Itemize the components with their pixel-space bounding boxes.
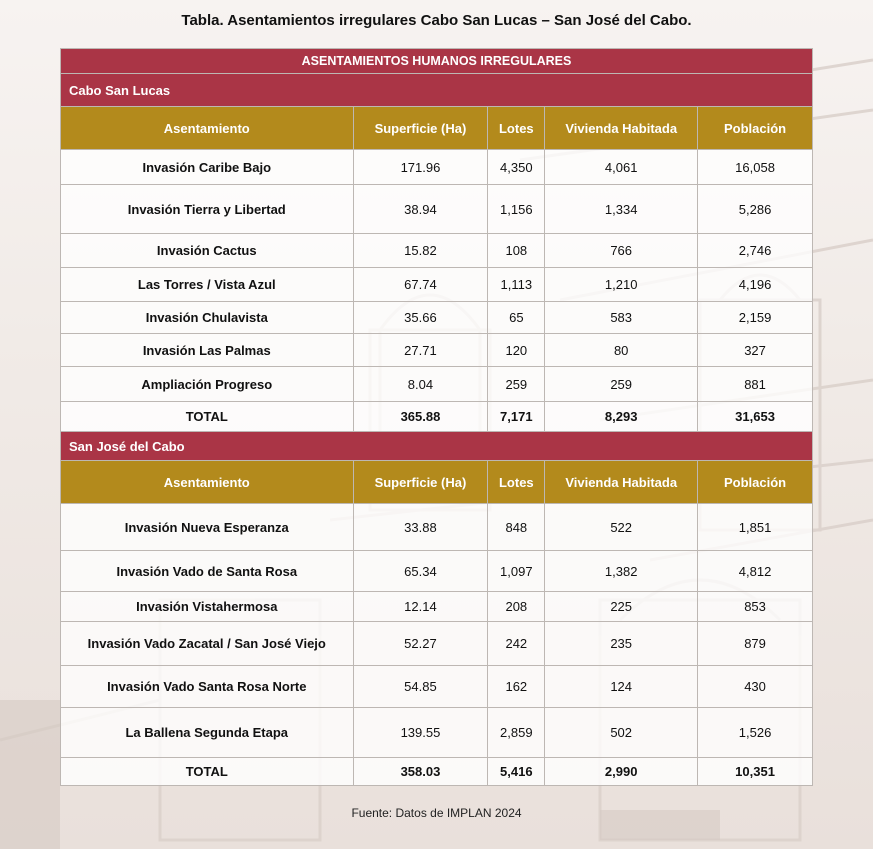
cell-vivienda: 1,382 — [545, 551, 698, 592]
source-note: Fuente: Datos de IMPLAN 2024 — [351, 806, 522, 820]
cell-poblacion: 2,746 — [698, 234, 813, 268]
total-label: TOTAL — [61, 758, 354, 786]
cell-poblacion: 1,851 — [698, 504, 813, 551]
cell-superficie: 8.04 — [353, 367, 488, 402]
cell-lotes: 208 — [488, 592, 545, 622]
cell-superficie: 38.94 — [353, 185, 488, 234]
cell-poblacion: 430 — [698, 666, 813, 708]
cell-superficie: 15.82 — [353, 234, 488, 268]
cell-vivienda: 225 — [545, 592, 698, 622]
table-row — [61, 592, 813, 622]
cell-poblacion: 879 — [698, 622, 813, 666]
cell-vivienda: 4,061 — [545, 150, 698, 185]
cell-superficie: 27.71 — [353, 334, 488, 367]
cell-vivienda: 583 — [545, 302, 698, 334]
cell-superficie: 35.66 — [353, 302, 488, 334]
cell-vivienda: 502 — [545, 708, 698, 758]
col-header-poblacion: Población — [698, 461, 813, 504]
col-header-poblacion: Población — [698, 107, 813, 150]
region-header-cabo-san-lucas: Cabo San Lucas — [61, 74, 813, 107]
total-superficie: 358.03 — [353, 758, 488, 786]
cell-asentamiento: Invasión Las Palmas — [61, 334, 354, 367]
cell-superficie: 33.88 — [353, 504, 488, 551]
cell-asentamiento: Invasión Vado Santa Rosa Norte — [61, 666, 354, 708]
table-row — [61, 268, 813, 302]
cell-asentamiento: Invasión Vistahermosa — [61, 592, 354, 622]
table-title: Tabla. Asentamientos irregulares Cabo San Lucas – San José del Cabo. — [181, 12, 692, 29]
col-header-asentamiento: Asentamiento — [61, 107, 354, 150]
cell-superficie: 67.74 — [353, 268, 488, 302]
cell-vivienda: 124 — [545, 666, 698, 708]
table-row — [61, 150, 813, 185]
cell-vivienda: 80 — [545, 334, 698, 367]
cell-vivienda: 235 — [545, 622, 698, 666]
cell-lotes: 2,859 — [488, 708, 545, 758]
cell-poblacion: 327 — [698, 334, 813, 367]
cell-asentamiento: Invasión Cactus — [61, 234, 354, 268]
table-row — [61, 622, 813, 666]
cell-superficie: 171.96 — [353, 150, 488, 185]
total-superficie: 365.88 — [353, 402, 488, 432]
total-label: TOTAL — [61, 402, 354, 432]
cell-lotes: 1,097 — [488, 551, 545, 592]
total-vivienda: 2,990 — [545, 758, 698, 786]
cell-asentamiento: Invasión Caribe Bajo — [61, 150, 354, 185]
cell-poblacion: 881 — [698, 367, 813, 402]
cell-lotes: 108 — [488, 234, 545, 268]
cell-poblacion: 4,196 — [698, 268, 813, 302]
col-header-vivienda: Vivienda Habitada — [545, 107, 698, 150]
table-row — [61, 334, 813, 367]
total-lotes: 5,416 — [488, 758, 545, 786]
cell-superficie: 52.27 — [353, 622, 488, 666]
cell-lotes: 120 — [488, 334, 545, 367]
cell-superficie: 65.34 — [353, 551, 488, 592]
table-row — [61, 708, 813, 758]
region-header-san-jose-del-cabo: San José del Cabo — [61, 432, 813, 461]
table-row — [61, 367, 813, 402]
cell-vivienda: 1,334 — [545, 185, 698, 234]
cell-poblacion: 16,058 — [698, 150, 813, 185]
total-row-cabo-san-lucas — [61, 402, 813, 432]
cell-poblacion: 853 — [698, 592, 813, 622]
cell-vivienda: 1,210 — [545, 268, 698, 302]
total-row-san-jose-del-cabo — [61, 758, 813, 786]
col-header-lotes: Lotes — [488, 107, 545, 150]
col-header-asentamiento: Asentamiento — [61, 461, 354, 504]
table-row — [61, 666, 813, 708]
cell-lotes: 162 — [488, 666, 545, 708]
cell-poblacion: 1,526 — [698, 708, 813, 758]
cell-lotes: 259 — [488, 367, 545, 402]
cell-asentamiento: Invasión Vado de Santa Rosa — [61, 551, 354, 592]
col-header-lotes: Lotes — [488, 461, 545, 504]
total-lotes: 7,171 — [488, 402, 545, 432]
cell-vivienda: 766 — [545, 234, 698, 268]
column-header-row — [61, 107, 813, 150]
table-row — [61, 302, 813, 334]
cell-lotes: 1,113 — [488, 268, 545, 302]
cell-lotes: 1,156 — [488, 185, 545, 234]
total-poblacion: 10,351 — [698, 758, 813, 786]
table-row — [61, 234, 813, 268]
cell-poblacion: 2,159 — [698, 302, 813, 334]
cell-lotes: 848 — [488, 504, 545, 551]
cell-asentamiento: Invasión Chulavista — [61, 302, 354, 334]
cell-asentamiento: La Ballena Segunda Etapa — [61, 708, 354, 758]
table-row — [61, 185, 813, 234]
settlements-table — [60, 48, 813, 786]
cell-vivienda: 522 — [545, 504, 698, 551]
cell-asentamiento: Invasión Nueva Esperanza — [61, 504, 354, 551]
cell-asentamiento: Invasión Tierra y Libertad — [61, 185, 354, 234]
total-poblacion: 31,653 — [698, 402, 813, 432]
col-header-vivienda: Vivienda Habitada — [545, 461, 698, 504]
table-row — [61, 504, 813, 551]
cell-superficie: 12.14 — [353, 592, 488, 622]
cell-asentamiento: Ampliación Progreso — [61, 367, 354, 402]
cell-poblacion: 4,812 — [698, 551, 813, 592]
cell-asentamiento: Las Torres / Vista Azul — [61, 268, 354, 302]
total-vivienda: 8,293 — [545, 402, 698, 432]
col-header-superficie: Superficie (Ha) — [353, 461, 488, 504]
cell-asentamiento: Invasión Vado Zacatal / San José Viejo — [61, 622, 354, 666]
table-row — [61, 551, 813, 592]
col-header-superficie: Superficie (Ha) — [353, 107, 488, 150]
table-banner: ASENTAMIENTOS HUMANOS IRREGULARES — [61, 49, 813, 74]
cell-superficie: 139.55 — [353, 708, 488, 758]
cell-vivienda: 259 — [545, 367, 698, 402]
cell-superficie: 54.85 — [353, 666, 488, 708]
cell-lotes: 65 — [488, 302, 545, 334]
cell-lotes: 4,350 — [488, 150, 545, 185]
cell-lotes: 242 — [488, 622, 545, 666]
cell-poblacion: 5,286 — [698, 185, 813, 234]
column-header-row — [61, 461, 813, 504]
